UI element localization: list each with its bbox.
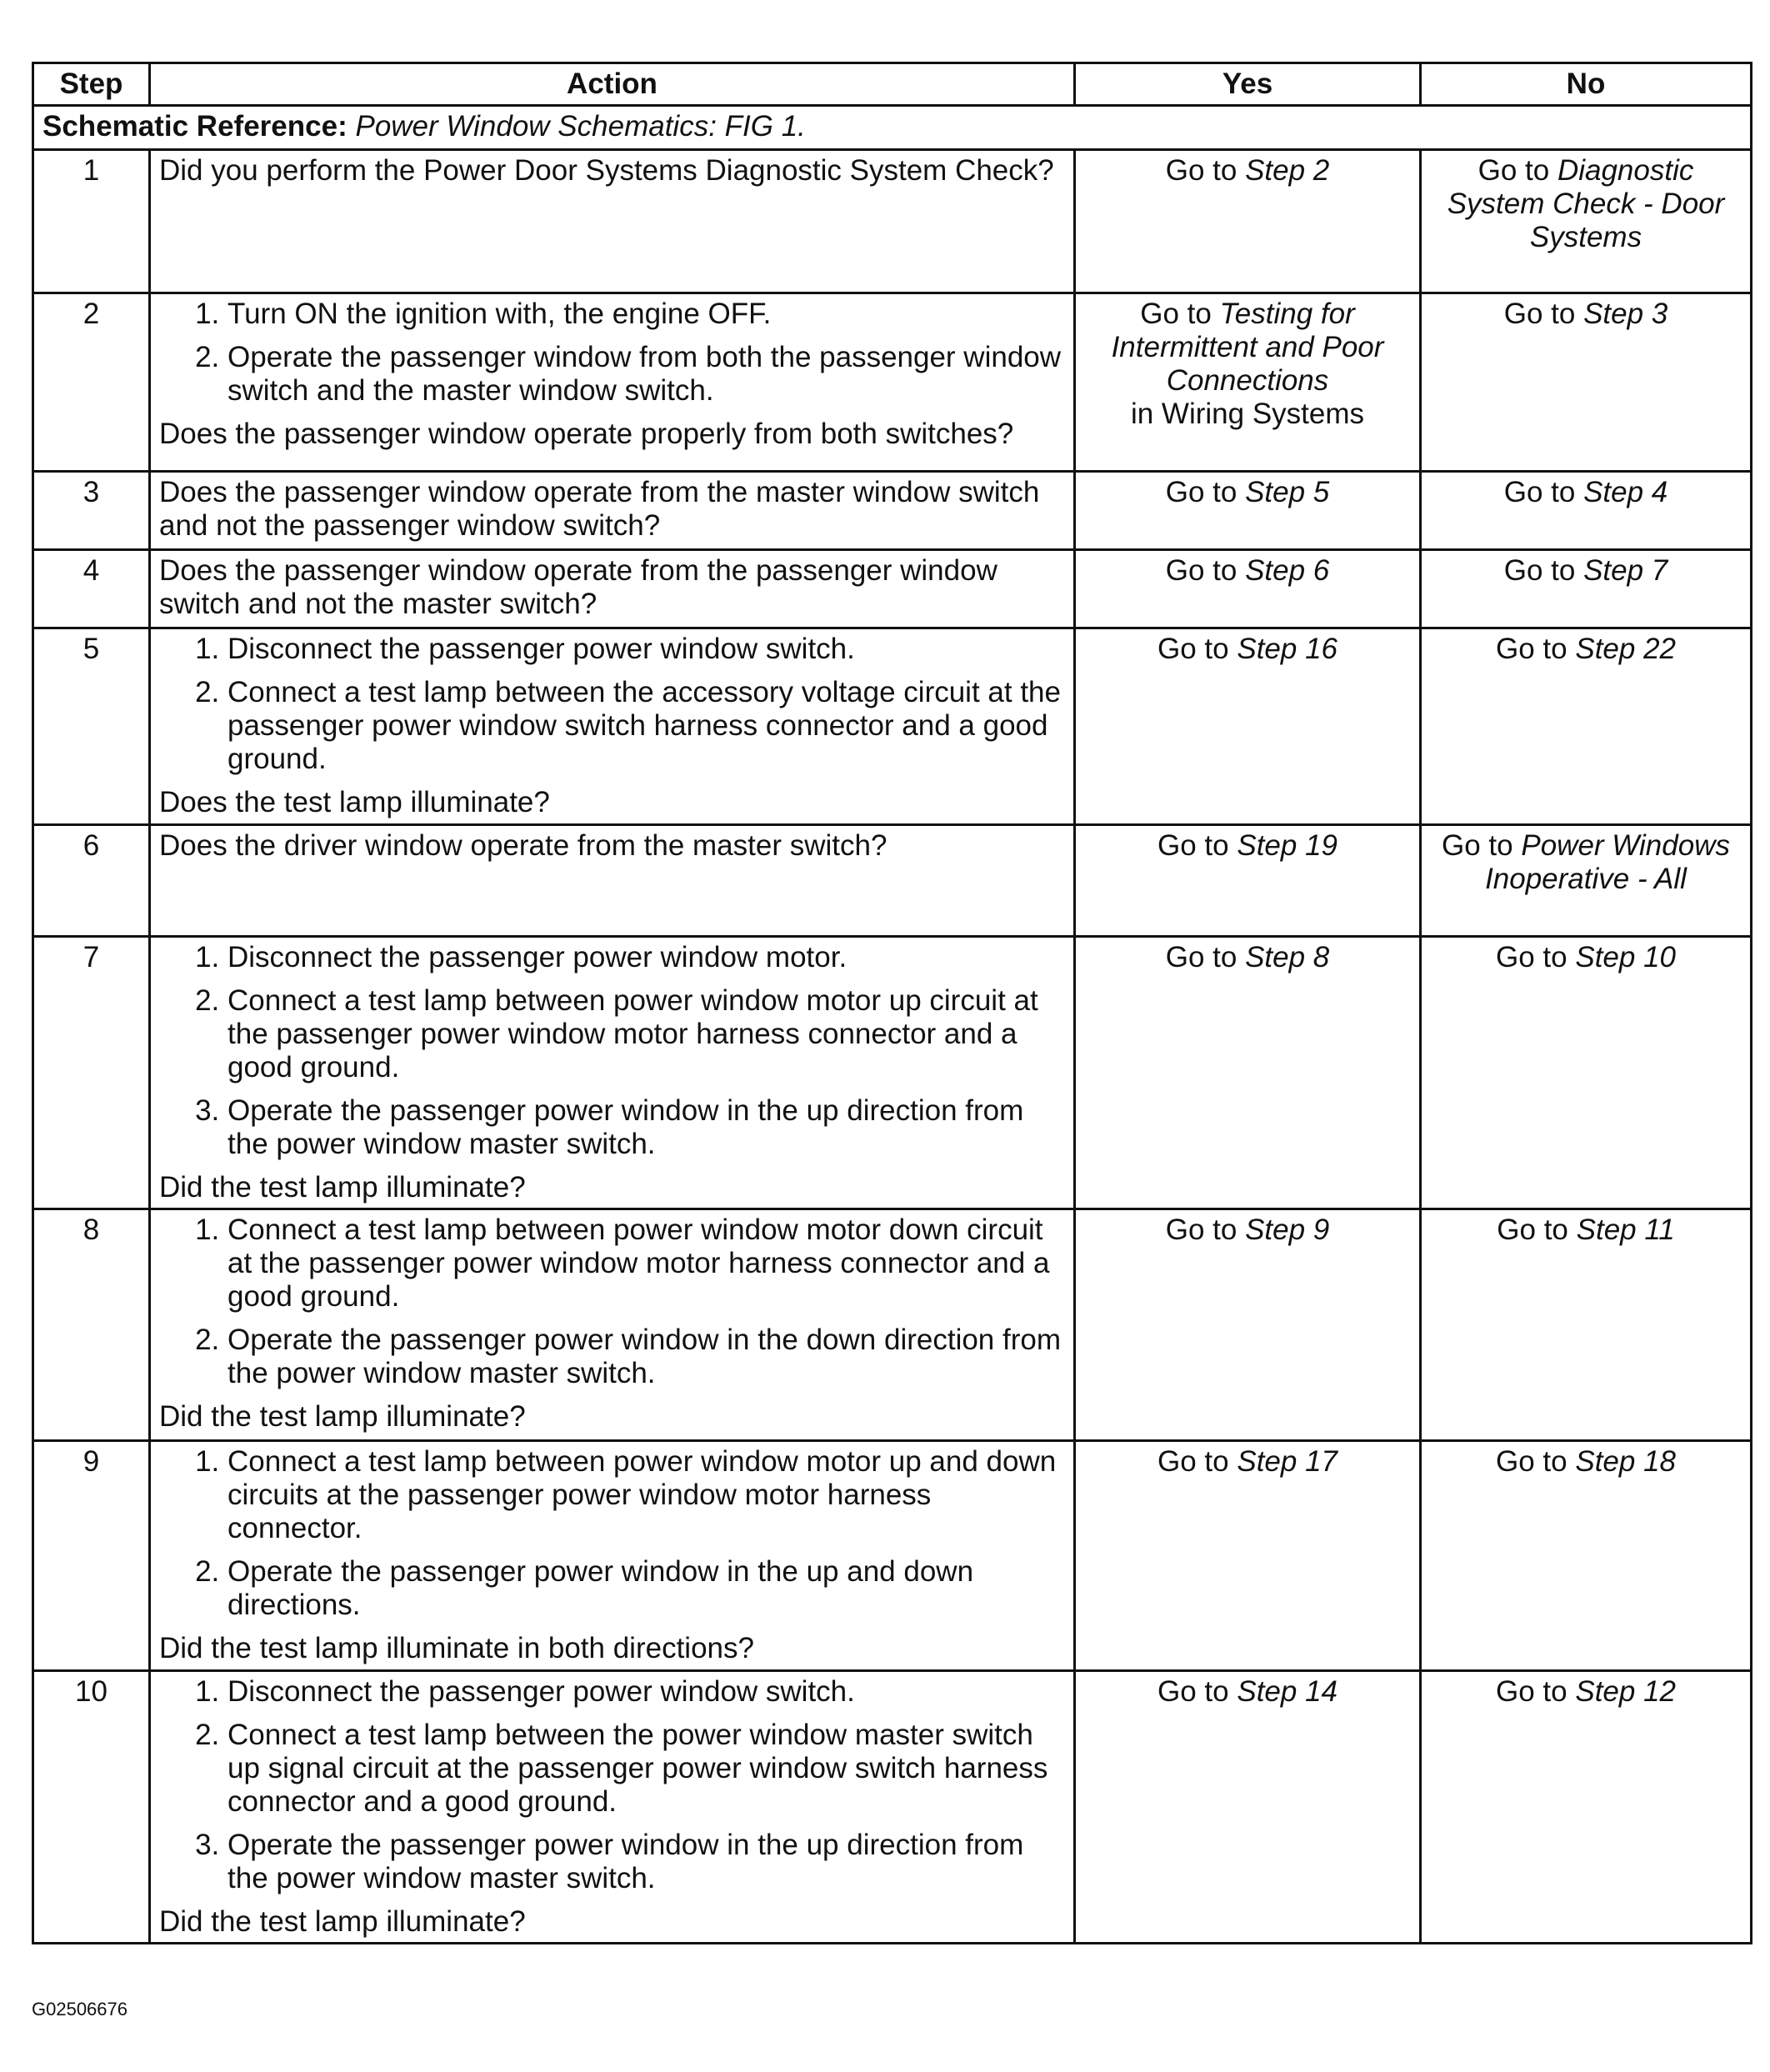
yes-result xyxy=(1075,550,1421,628)
action-substep: 2. Connect a test lamp between power window motor up circuit at the passenger power window motor harness connector and a good ground. xyxy=(228,984,1065,1084)
action-cell xyxy=(150,628,1075,825)
header-row xyxy=(33,63,1752,106)
action-substeps xyxy=(159,1675,1065,1895)
yes-prefix: Go to xyxy=(1158,1445,1229,1478)
no-result xyxy=(1421,628,1752,825)
yes-result xyxy=(1075,1209,1421,1441)
action-substeps xyxy=(159,298,1065,408)
yes-target-link[interactable]: Step 8 xyxy=(1245,941,1330,973)
no-result xyxy=(1421,472,1752,550)
action-substep: 1. Disconnect the passenger power window motor. xyxy=(228,941,1065,974)
step-number: 3 xyxy=(33,472,150,550)
action-cell xyxy=(150,825,1075,937)
yes-target-link[interactable]: Step 14 xyxy=(1237,1675,1338,1708)
no-result xyxy=(1421,293,1752,472)
header-action: Action xyxy=(150,63,1075,106)
table-row xyxy=(33,825,1752,937)
action-cell xyxy=(150,1671,1075,1944)
no-target-link[interactable]: Step 10 xyxy=(1575,941,1676,973)
yes-target-link[interactable]: Testing for Intermittent and Poor Connections xyxy=(1111,298,1384,397)
table-row xyxy=(33,293,1752,472)
no-prefix: Go to xyxy=(1503,298,1576,330)
action-question: Did you perform the Power Door Systems Diagnostic System Check? xyxy=(159,154,1054,187)
action-substep: 1. Disconnect the passenger power window switch. xyxy=(228,1675,1065,1709)
no-result xyxy=(1421,550,1752,628)
table-row xyxy=(33,550,1752,628)
yes-target-link[interactable]: Step 5 xyxy=(1245,476,1330,508)
action-substeps xyxy=(159,1214,1065,1390)
action-question: Does the driver window operate from the master switch? xyxy=(159,829,888,862)
yes-prefix: Go to xyxy=(1165,154,1238,187)
yes-result xyxy=(1075,825,1421,937)
no-target-link[interactable]: Step 22 xyxy=(1575,633,1676,665)
yes-result xyxy=(1075,472,1421,550)
action-substep: 1. Connect a test lamp between power window motor down circuit at the passenger power window motor harness connector and a good ground. xyxy=(228,1214,1065,1314)
table-row xyxy=(33,1209,1752,1441)
yes-result xyxy=(1075,1441,1421,1671)
yes-target-link[interactable]: Step 19 xyxy=(1237,829,1338,862)
action-cell xyxy=(150,550,1075,628)
diagnostic-table xyxy=(32,62,1752,1944)
table-row xyxy=(33,1441,1752,1671)
no-prefix: Go to xyxy=(1496,941,1568,973)
no-prefix: Go to xyxy=(1503,554,1576,587)
action-substep: 2. Connect a test lamp between the accessory voltage circuit at the passenger power window switch harness connector and a good ground. xyxy=(228,676,1065,776)
action-question: Did the test lamp illuminate? xyxy=(159,1905,526,1938)
yes-result xyxy=(1075,1671,1421,1944)
action-substep: 1. Connect a test lamp between power window motor up and down circuits at the passenger power window motor harness connector. xyxy=(228,1445,1065,1545)
yes-target-link[interactable]: Step 16 xyxy=(1237,633,1338,665)
action-substep: 2. Connect a test lamp between the power window master switch up signal circuit at the passenger power window switch harness connector and a good ground. xyxy=(228,1719,1065,1819)
yes-prefix: Go to xyxy=(1158,633,1229,665)
action-cell xyxy=(150,293,1075,472)
action-question: Does the passenger window operate properly from both switches? xyxy=(159,418,1014,450)
no-target-link[interactable]: Step 7 xyxy=(1583,554,1668,587)
no-target-link[interactable]: Step 11 xyxy=(1576,1214,1675,1246)
action-substep: 3. Operate the passenger power window in the up direction from the power window master switch. xyxy=(228,1829,1065,1895)
no-target-link[interactable]: Step 4 xyxy=(1583,476,1668,508)
no-target-link[interactable]: Diagnostic System Check - Door Systems xyxy=(1447,154,1725,253)
yes-target-link[interactable]: Step 17 xyxy=(1237,1445,1338,1478)
no-result xyxy=(1421,150,1752,293)
step-number: 5 xyxy=(33,628,150,825)
schematic-reference-row xyxy=(33,106,1752,150)
schematic-reference xyxy=(33,106,1752,150)
action-question: Did the test lamp illuminate in both directions? xyxy=(159,1632,754,1664)
table-body xyxy=(33,106,1752,1944)
table-row xyxy=(33,937,1752,1209)
no-prefix: Go to xyxy=(1478,154,1550,187)
header-yes: Yes xyxy=(1075,63,1421,106)
action-substeps xyxy=(159,633,1065,776)
action-substep: 2. Operate the passenger power window in the down direction from the power window master switch. xyxy=(228,1324,1065,1390)
yes-target-link[interactable]: Step 9 xyxy=(1245,1214,1330,1246)
action-substep: 1. Disconnect the passenger power window switch. xyxy=(228,633,1065,666)
yes-target-link[interactable]: Step 6 xyxy=(1245,554,1330,587)
action-cell xyxy=(150,150,1075,293)
yes-result xyxy=(1075,937,1421,1209)
no-prefix: Go to xyxy=(1503,476,1576,508)
yes-prefix: Go to xyxy=(1165,554,1238,587)
no-target-link[interactable]: Step 3 xyxy=(1583,298,1668,330)
yes-prefix: Go to xyxy=(1140,298,1212,330)
yes-prefix: Go to xyxy=(1165,941,1238,973)
yes-result xyxy=(1075,628,1421,825)
yes-suffix: in Wiring Systems xyxy=(1130,398,1365,430)
no-prefix: Go to xyxy=(1497,1214,1568,1246)
action-substep: 2. Operate the passenger window from both the passenger window switch and the master window switch. xyxy=(228,341,1065,408)
no-prefix: Go to xyxy=(1496,1675,1568,1708)
no-target-link[interactable]: Step 18 xyxy=(1575,1445,1676,1478)
action-substeps xyxy=(159,1445,1065,1622)
no-target-link[interactable]: Step 12 xyxy=(1575,1675,1676,1708)
yes-target-link[interactable]: Step 2 xyxy=(1245,154,1330,187)
no-result xyxy=(1421,825,1752,937)
yes-prefix: Go to xyxy=(1165,476,1238,508)
action-cell xyxy=(150,1209,1075,1441)
action-question: Does the passenger window operate from the passenger window switch and not the master switch? xyxy=(159,554,998,620)
no-result xyxy=(1421,1671,1752,1944)
action-question: Does the test lamp illuminate? xyxy=(159,786,550,818)
header-no: No xyxy=(1421,63,1752,106)
no-result xyxy=(1421,1209,1752,1441)
yes-prefix: Go to xyxy=(1165,1214,1238,1246)
action-question: Does the passenger window operate from the master window switch and not the passenger window switch? xyxy=(159,476,1040,542)
header-step: Step xyxy=(33,63,150,106)
no-prefix: Go to xyxy=(1496,633,1568,665)
action-cell xyxy=(150,937,1075,1209)
no-prefix: Go to xyxy=(1496,1445,1568,1478)
action-cell xyxy=(150,472,1075,550)
table-row xyxy=(33,150,1752,293)
schematic-reference-label: Schematic Reference: xyxy=(42,110,348,143)
step-number: 2 xyxy=(33,293,150,472)
yes-prefix: Go to xyxy=(1158,829,1229,862)
yes-result xyxy=(1075,293,1421,472)
table-row xyxy=(33,628,1752,825)
action-substep: 1. Turn ON the ignition with, the engine OFF. xyxy=(228,298,1065,331)
yes-prefix: Go to xyxy=(1158,1675,1229,1708)
action-cell xyxy=(150,1441,1075,1671)
table-row xyxy=(33,1671,1752,1944)
action-question: Did the test lamp illuminate? xyxy=(159,1171,526,1204)
step-number: 6 xyxy=(33,825,150,937)
schematic-reference-link[interactable]: Power Window Schematics: FIG 1. xyxy=(355,110,806,143)
step-number: 10 xyxy=(33,1671,150,1944)
step-number: 9 xyxy=(33,1441,150,1671)
action-substep: 2. Operate the passenger power window in the up and down directions. xyxy=(228,1555,1065,1622)
no-prefix: Go to xyxy=(1442,829,1513,862)
step-number: 4 xyxy=(33,550,150,628)
step-number: 8 xyxy=(33,1209,150,1441)
action-substeps xyxy=(159,941,1065,1161)
step-number: 1 xyxy=(33,150,150,293)
step-number: 7 xyxy=(33,937,150,1209)
table-row xyxy=(33,472,1752,550)
no-result xyxy=(1421,937,1752,1209)
action-question: Did the test lamp illuminate? xyxy=(159,1400,526,1433)
yes-result xyxy=(1075,150,1421,293)
no-result xyxy=(1421,1441,1752,1671)
action-substep: 3. Operate the passenger power window in the up direction from the power window master switch. xyxy=(228,1094,1065,1161)
no-target-link[interactable]: Power Windows Inoperative - All xyxy=(1485,829,1730,895)
figure-id: G02506676 xyxy=(32,1999,128,2019)
